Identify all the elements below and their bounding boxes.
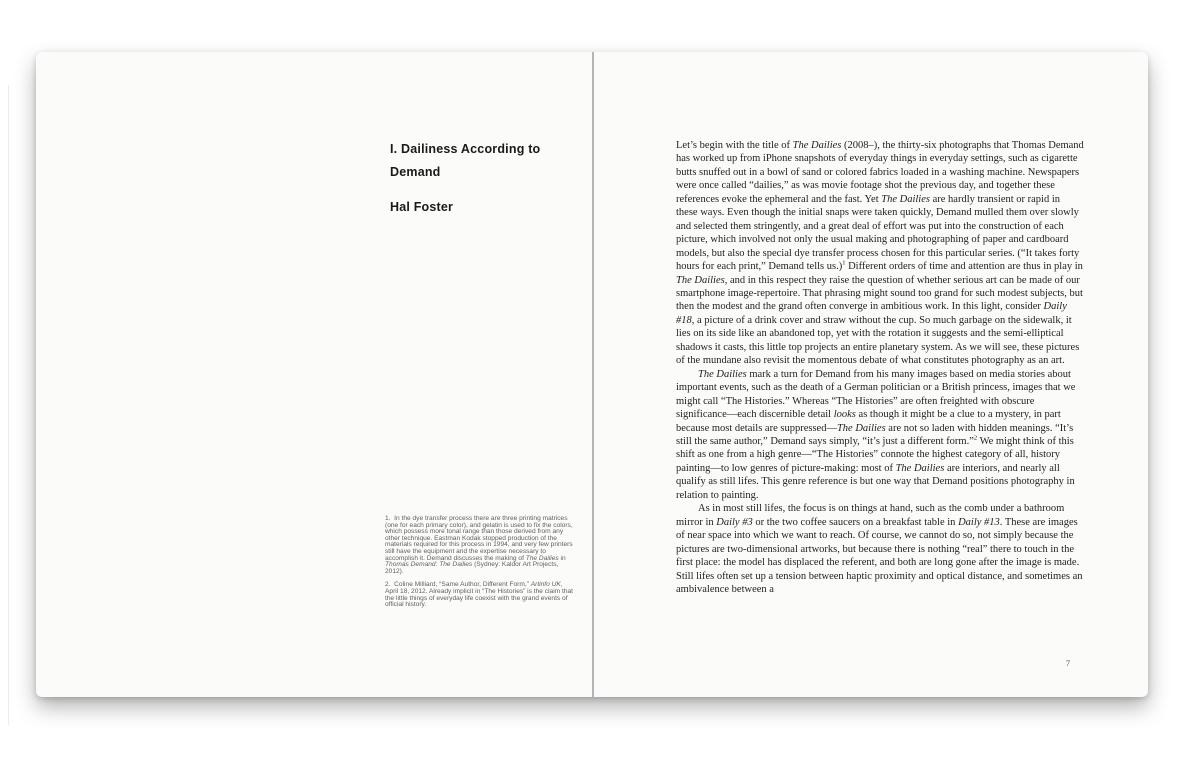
left-page — [36, 52, 592, 697]
paragraph-1: Let’s begin with the title of The Dailies (2008–), the thirty-six photographs that Thomas Demand has worked up from iPhone snapshots of everyday things in everyday settings, such as cigarette butts snuffed out in a bowl of sand or colored fabrics loaded in a washing machine. Newspapers were once called “dailies,” as was movie footage shot the previous day, and together these references evoke the ephemeral and the fast. Yet The Dailies are hardly transient or rapid in these ways. Even though the initial snaps were taken quickly, Demand mulled them over slowly and selected them stringently, and a great deal of effort was put into the construction of each picture, which involved not only the usual making and photographing of paper and cardboard models, but also the special dye transfer process chosen for this particular series. (“It takes forty hours for each print,” Demand tells us.)$^1$ Different orders of time and attention are thus in play in The Dailies, and in this respect they raise the question of whether serious art can be made of our smartphone image-repertoire. That phrasing might sound too grand for such modest subjects, but then the modest and the grand often converge in ambitious work. In this light, consider Daily #18, a picture of a drink cover and straw without the cup. So much garbage on the sidewalk, it lies on its side like an abandoned top, yet with the rotation it suggests and the semi-elliptical shadows it casts, this little top projects an entire planetary system. As we will see, these pictures of the mundane also revisit the momentous debate of what constitutes photography as an art. — [676, 140, 1084, 367]
book-spread — [36, 52, 1148, 697]
title-block — [390, 138, 578, 219]
paragraph-2: The Dailies mark a turn for Demand from his many images based on media stories about important events, such as the death of a German politician or a British princess, images that we might call “The Histories.” Whereas “The Histories” are often freighted with obscure significance—each discernible detail looks as though it might be a clue to a mystery, in part because most details are suppressed—The Dailies are not so laden with hidden meanings. “It’s still the same author,” Demand says simply, “it’s just a different form.”$^2$ We might think of this shift as one from a high genre—“The Histories” connote the highest category of all, history painting—to low genres of picture-making: most of The Dailies are interiors, and nearly all qualify as still lifes. This genre reference is but one way that Demand positions photography in relation to painting. — [676, 368, 1076, 501]
footnote-1: 1. In the dye transfer process there are three printing matrices (one for each primary color), and gelatin is used to fix the colors, which possess more tonal range than those derived from any other technique. Eastman Kodak stopped production of the materials required for this process in 1994, and very few printers still have the equipment and the expertise necessary to accomplish it. Demand discusses the making of The Dailies in Thomas Demand: The Dailies (Sydney: Kaldor Art Projects, 2012). — [385, 515, 573, 575]
footnotes — [385, 516, 573, 609]
body-text — [676, 139, 1084, 596]
chapter-title: I. Dailiness According to Demand — [390, 142, 541, 179]
page-number: 7 — [1066, 659, 1070, 668]
paragraph-3: As in most still lifes, the focus is on things at hand, such as the comb under a bathroom mirror in Daily #3 or the two coffee saucers on a breakfast table in Daily #13. These are images of near space into which we want to reach. Of course, we cannot do so, not simply because the pictures are two-dimensional artworks, but because there is nothing “real” there to touch in the first place: the model has displaced the referent, and both are long gone after the image is made. Still lifes often set up a tension between haptic proximity and optical distance, and sometimes an ambivalence between a — [676, 503, 1083, 595]
right-page — [594, 52, 1148, 697]
background-edge-line — [8, 85, 9, 725]
footnote-2: 2. Coline Milliard, “Same Author, Different Form,” Artinfo UK, April 18, 2012. Already implicit in “The Histories” is the claim that the little things of everyday life coexist with the grand events of official history. — [385, 581, 573, 609]
author-name: Hal Foster — [390, 200, 454, 214]
